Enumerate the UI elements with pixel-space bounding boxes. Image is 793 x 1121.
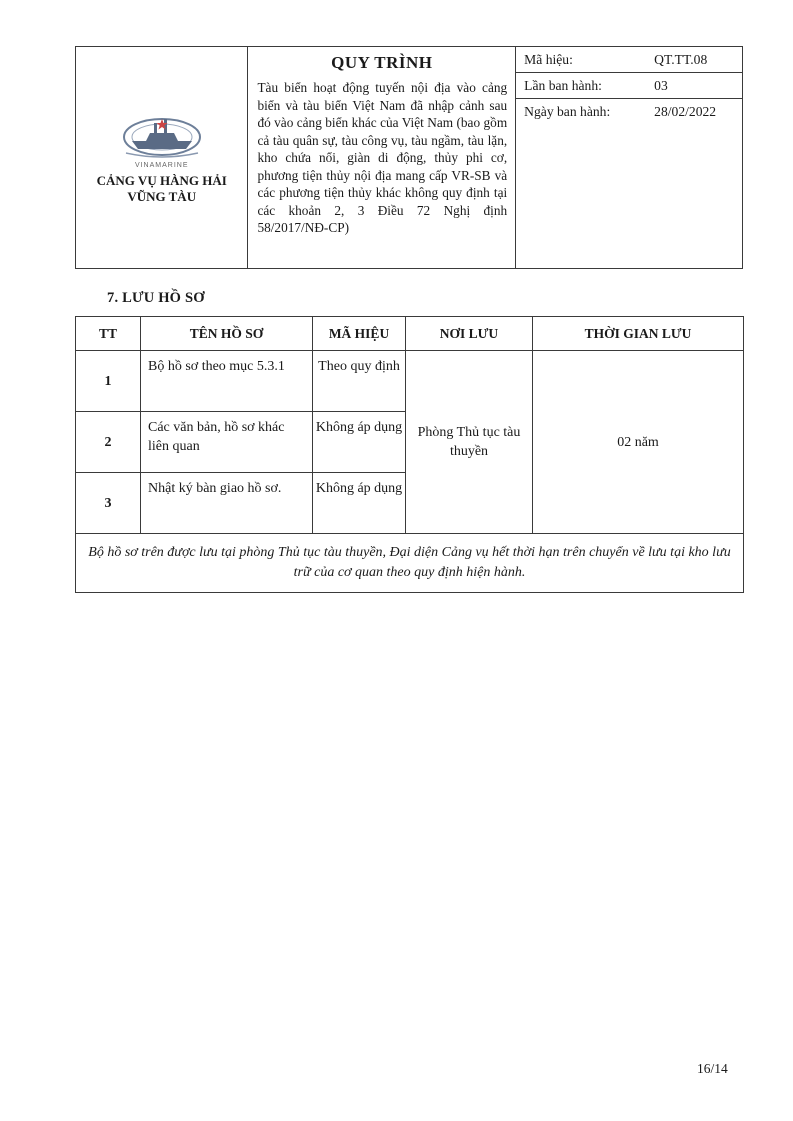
meta-value: 03: [654, 77, 668, 93]
document-meta-cell: [516, 47, 743, 269]
row-number: 2: [76, 412, 141, 473]
record-code: Không áp dụng: [313, 412, 406, 473]
table-note-row: [76, 534, 744, 593]
vinamarine-logo-icon: [116, 111, 208, 163]
meta-label: Mã hiệu:: [524, 51, 573, 67]
document-header: [75, 46, 743, 269]
section-heading: 7. LƯU HỒ SƠ: [107, 290, 205, 306]
meta-label: Lần ban hành:: [524, 77, 602, 93]
retention-time: 02 năm: [533, 351, 744, 534]
column-header: NƠI LƯU: [406, 317, 533, 351]
procedure-cell: [248, 47, 516, 269]
meta-label: Ngày ban hành:: [524, 103, 611, 119]
column-header: THỜI GIAN LƯU: [533, 317, 744, 351]
column-header: MÃ HIỆU: [313, 317, 406, 351]
document-type-title: QUY TRÌNH: [331, 53, 433, 72]
record-name: Bộ hồ sơ theo mục 5.3.1: [141, 351, 313, 412]
storage-place: Phòng Thủ tục tàu thuyền: [406, 351, 533, 534]
meta-value: 28/02/2022: [654, 103, 717, 119]
procedure-description: Tàu biển hoạt động tuyến nội địa vào cảng biển và tàu biển Việt Nam đã nhập cảnh sau đó vào cảng biển khác của Việt Nam (bao gồm cả tàu quân sự, tàu công vụ, tàu ngầm, tàu lặn, kho chứa nổi, giàn di động, thủy phi cơ, phương tiện thủy nội địa mang cấp VR-SB và các phương tiện thủy khác không quy định tại các khoản 2, 3 Điều 72 Nghị định 58/2017/NĐ-CP): [257, 80, 508, 235]
record-code: Theo quy định: [313, 351, 406, 412]
record-name: Nhật ký bàn giao hồ sơ.: [141, 473, 313, 534]
column-header: TÊN HỒ SƠ: [141, 317, 313, 351]
row-number: 1: [76, 351, 141, 412]
organization-line-1: CẢNG VỤ HÀNG HẢI: [96, 172, 227, 188]
column-header: TT: [76, 317, 141, 351]
meta-row-edition: [516, 73, 742, 99]
page-number: 16/14: [697, 1061, 728, 1076]
meta-value: QT.TT.08: [654, 51, 708, 67]
table-header-row: [76, 317, 744, 351]
table-row: [76, 351, 744, 412]
meta-row-code: [516, 47, 742, 73]
meta-row-date: [516, 99, 742, 124]
logo-text: VINAMARINE: [134, 161, 189, 169]
record-code: Không áp dụng: [313, 473, 406, 534]
organization-line-2: VŨNG TÀU: [127, 188, 197, 204]
organization-cell: [76, 47, 248, 269]
record-name: Các văn bản, hồ sơ khác liên quan: [141, 412, 313, 473]
records-table: [75, 316, 744, 593]
row-number: 3: [76, 473, 141, 534]
organization-name: [76, 173, 247, 205]
table-note: Bộ hồ sơ trên được lưu tại phòng Thủ tục tàu thuyền, Đại diện Cảng vụ hết thời hạn trên chuyển về lưu tại kho lưu trữ của cơ quan theo quy định hiện hành.: [76, 534, 744, 593]
